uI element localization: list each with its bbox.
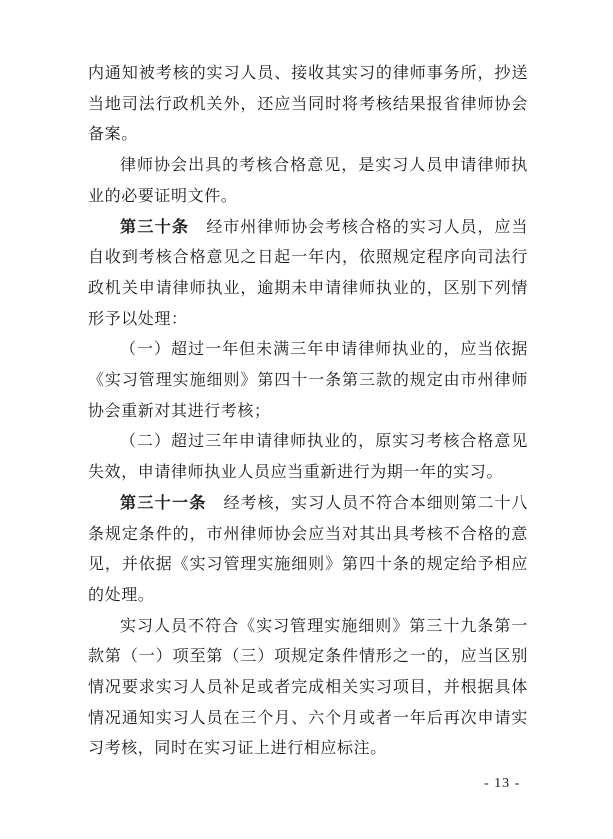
paragraph-text: 内通知被考核的实习人员、接收其实习的律师事务所，抄送当地司法行政机关外，还应当同时将考核结果报省律师协会备案。 <box>88 63 528 144</box>
article-31-heading: 第三十一条 <box>120 492 207 512</box>
article-30 <box>88 212 528 335</box>
paragraph-qualification-document <box>88 150 528 211</box>
paragraph-text: （一）超过一年但未满三年申请律师执业的，应当依据《实习管理实施细则》第四十一条第三款的规定由市州律师协会重新对其进行考核； <box>88 339 528 420</box>
article-30-heading: 第三十条 <box>120 216 190 236</box>
article-30-text: 经市州律师协会考核合格的实习人员，应当自收到考核合格意见之日起一年内，依照规定程序向司法行政机关申请律师执业，逾期未申请律师执业的，区别下列情形予以处理： <box>88 216 528 328</box>
paragraph-text: 实习人员不符合《实习管理实施细则》第三十九条第一款第（一）项至第（三）项规定条件情形之一的，应当区别情况要求实习人员补足或者完成相关实习项目，并根据具体情况通知实习人员在三个月、六个月或者一年后再次申请实习考核，同时在实习证上进行相应标注。 <box>88 615 528 758</box>
article-30-item-1 <box>88 334 528 426</box>
document-body <box>88 58 528 764</box>
paragraph-text: 律师协会出具的考核合格意见，是实习人员申请律师执业的必要证明文件。 <box>88 155 528 205</box>
article-31-text: 经考核，实习人员不符合本细则第二十八条规定条件的，市州律师协会应当对其出具考核不合格的意见，并依据《实习管理实施细则》第四十条的规定给予相应的处理。 <box>88 492 528 604</box>
article-30-item-2 <box>88 426 528 487</box>
paragraph-text: （二）超过三年申请律师执业的，原实习考核合格意见失效，申请律师执业人员应当重新进行为期一年的实习。 <box>88 431 528 482</box>
article-31-paragraph-2 <box>88 611 528 765</box>
page-number: - 13 - <box>484 776 521 791</box>
article-31 <box>88 488 528 611</box>
paragraph-notification <box>88 58 528 150</box>
